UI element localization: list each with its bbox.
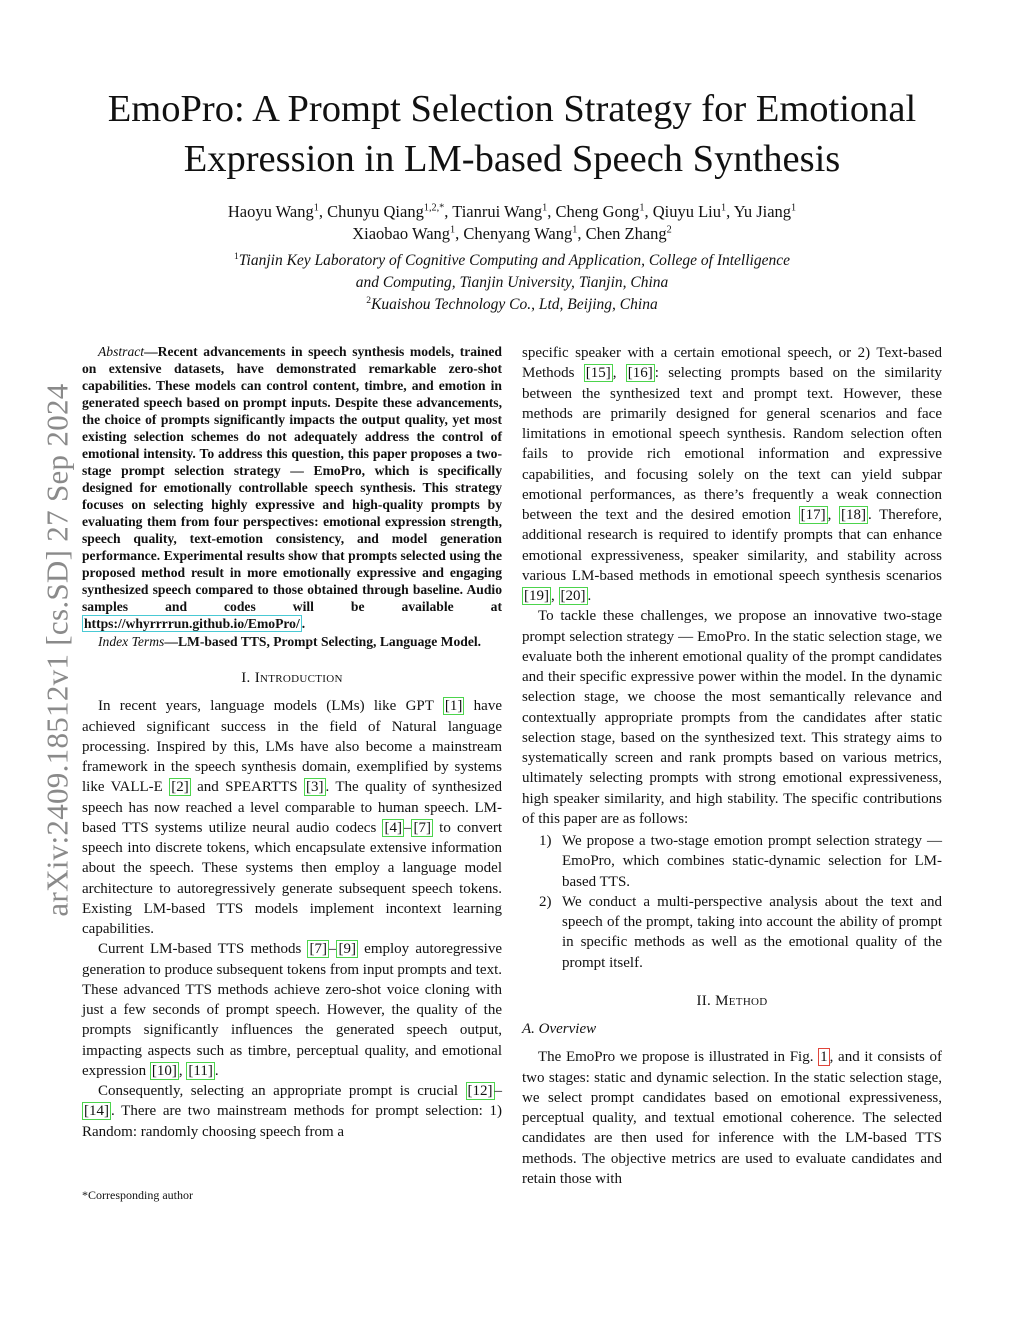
author-name: Yu Jiang	[733, 202, 792, 221]
citation-link[interactable]: [2]	[171, 779, 189, 796]
arxiv-stamp-text: arXiv:2409.18512v1 [cs.SD] 27 Sep 2024	[40, 383, 76, 917]
author-name: Chenyang Wang	[463, 224, 573, 243]
affiliation-1-line-1: $^1$Tianjin Key Laboratory of Cognitive Computing and Application, College of Intelligence	[233, 250, 790, 269]
citation-link[interactable]: [10]	[151, 1062, 177, 1079]
affiliation-2: $^2$Kuaishou Technology Co., Ltd, Beijing, China	[366, 294, 658, 313]
author-line-2: Xiaobao Wang$^1$, Chenyang Wang$^1$, Chen Zhang$^2$	[352, 224, 672, 243]
intro-paragraph-4: To tackle these challenges, we propose an innovative two-stage prompt selection strategy — EmoPro. In the static selection stage, we evaluate both the inherent emotional quality of the prompt candidates and their specific expressive power within the model. In the dynamic selection stage, we choose the most semantically relevance and contextually appropriate prompts from the candidates after static selection stage, based on the synthesized text. This strategy aims to systematically screen and rank prompts based on various metrics, ultimately selecting prompts with strong emotional expressiveness, high speaker similarity, and high stability. The specific contributions of this paper are as follows:	[522, 608, 942, 827]
author-name: Haoyu Wang	[227, 202, 314, 221]
citation-link[interactable]: [15]	[585, 365, 611, 382]
section-heading-method: II. Method	[696, 992, 768, 1009]
author-sup: 1	[572, 224, 578, 236]
intro-paragraph-1: In recent years, language models (LMs) like GPT [1] have achieved significant success in the field of Natural language processing. Inspired by this, LMs have also become a mainstream framework in the speech synthesis domain, exemplified by systems like VALL-E [2] and SPEARTTS [3] . The quality of synthesized speech has now reached a level comparable to human speech. LM-based TTS systems utilize neural audio codecs [4] – [7] to convert speech into discrete tokens, which encapsulate extensive information about the speech. These systems then employ a language model architecture to autoregressively generate subsequent speech tokens. Existing LM-based TTS models implement incontext learning capabilities.	[82, 698, 502, 937]
citation-link[interactable]: [3]	[306, 779, 324, 796]
abstract: Abstract—Recent advancements in speech synthesis models, trained on extensive datasets, have demonstrated remarkable zero-shot capabilities. These models can control content, timbre, and emotion in generated speech based on prompt inputs. Despite these advancements, the choice of prompts significantly impacts the output quality, yet most existing selection schemes do not adequately address the control of emotional intensity. To address this question, this paper proposes a two-stage prompt selection strategy — EmoPro, which is specifically designed for emotionally controllable speech synthesis. This strategy focuses on selecting highly expressive and high-quality prompts by evaluating them from four perspectives: emotional expression strength, speech quality, text-emotion consistency, and model generation performance. Experimental results show that prompts selected using the proposed method result in more emotionally expressive and engaging synthesized speech compared to those obtained through baseline. Audio samples and codes will be available at https://whyrrrrun.github.io/EmoPro/ .	[82, 344, 502, 631]
citation-link[interactable]: [7]	[309, 941, 327, 958]
arxiv-stamp	[36, 355, 80, 945]
affiliations	[100, 250, 924, 316]
author-name: Chen Zhang	[585, 224, 667, 243]
intro-paragraph-3: Consequently, selecting an appropriate prompt is crucial [12] –[14] . There are two mainstream methods for prompt selection: 1) Random: randomly choosing speech from a	[82, 1083, 502, 1140]
citation-link[interactable]: [11]	[188, 1062, 213, 1079]
author-name: Tianrui Wang	[452, 202, 543, 221]
figure-reference-link[interactable]: 1	[820, 1049, 828, 1066]
author-sup: 1	[542, 202, 548, 214]
author-list	[100, 201, 924, 245]
index-terms: Index Terms—LM-based TTS, Prompt Selecting, Language Model.	[98, 634, 482, 649]
author-sup: 2	[666, 224, 672, 236]
intro-paragraph-2: Current LM-based TTS methods [7] – [9] employ autoregressive generation to produce subsequent tokens from input prompts and text. These advanced TTS methods achieve zero-shot voice cloning with just a few seconds of prompt speech. However, the quality of the prompts significantly influences the generated speech output, impacting aspects such as timbre, perceptual quality, and emotional expression [10] , [11] .	[82, 941, 502, 1079]
author-sup: 1	[791, 202, 797, 214]
list-item: 2) We conduct a multi-perspective analysis about the text and speech of the prompt, taking into account the ability of prompt in specific methods as well as the emotional quality of the prompt itself.	[539, 893, 942, 971]
author-sup: 1	[639, 202, 645, 214]
author-name: Cheng Gong	[555, 202, 640, 221]
author-name: Chunyu Qiang	[327, 202, 424, 221]
citation-link[interactable]: [1]	[444, 698, 463, 715]
citation-link[interactable]: [18]	[841, 507, 867, 523]
author-sup: 1,2,*	[423, 202, 445, 214]
author-line-1: Haoyu Wang$^1$, Chunyu Qiang$^{1,2,*}$, Tianrui Wang$^1$, Cheng Gong$^1$, Qiuyu Liu$^1$, Yu Jiang$^1$	[227, 202, 797, 221]
subsection-heading-overview: A. Overview	[522, 1021, 597, 1037]
citation-link[interactable]: [17]	[800, 507, 826, 523]
citation-link[interactable]: [7]	[413, 819, 431, 836]
contribution-list	[522, 831, 942, 973]
citation-link[interactable]: [20]	[560, 588, 586, 604]
citation-link[interactable]: [16]	[627, 365, 653, 382]
index-terms-label: Index Terms	[98, 634, 165, 649]
author-sup: 1	[313, 202, 319, 214]
citation-link[interactable]: [19]	[524, 588, 549, 604]
affiliation-1-line-2: and Computing, Tianjin University, Tianjin, China	[355, 274, 669, 291]
intro-paragraph-3-cont: specific speaker with a certain emotional speech, or 2) Text-based Methods [15] , [16] : selecting prompts based on the similarity between the synthesized text and prompt text. However, these methods are primarily designed for general scenarios and face limitations in emotional speech synthesis. Random selection often fails to provide rich emotional information and expressive capabilities, and focusing solely on the text can yield subpar emotional performances, as there’s frequently a weak connection between the text and the desired emotion [17] , [18] . Therefore, additional research is required to identify prompts that can enhance emotional expressiveness, speaker similarity, and stability across various LM-based methods in emotional speech synthesis scenarios [19] , [20] .	[522, 345, 943, 604]
citation-link[interactable]: [9]	[338, 941, 356, 958]
left-column	[82, 343, 502, 1142]
section-heading-introduction: I. Introduction	[241, 670, 343, 686]
paper-title: EmoPro: A Prompt Selection Strategy for Emotional Expression in LM-based Speech Synthesis	[107, 88, 917, 180]
citation-link[interactable]: [4]	[384, 819, 402, 836]
abstract-label: Abstract	[98, 344, 145, 359]
overview-paragraph: The EmoPro we propose is illustrated in Fig. 1 , and it consists of two stages: static and dynamic selection. In the static selection stage, we select prompt candidates based on emotional expressiveness, perceptual quality, and textual emotional coherence. The selected candidates are then used for inference with the LM-based TTS methods. The objective metrics are used to evaluate candidates and retain those with	[522, 1049, 943, 1187]
author-sup: 1	[721, 202, 727, 214]
author-name: Qiuyu Liu	[652, 202, 721, 221]
author-sup: 1	[450, 224, 456, 236]
author-name: Xiaobao Wang	[352, 224, 451, 243]
right-column	[522, 343, 942, 1189]
footnote-corresponding-author: *Corresponding author	[82, 1188, 193, 1202]
citation-link[interactable]: [12]	[467, 1083, 493, 1099]
project-link[interactable]: https://whyrrrrun.github.io/EmoPro/	[84, 616, 300, 631]
citation-link[interactable]: [14]	[84, 1103, 109, 1120]
list-item: 1) We propose a two-stage emotion prompt selection strategy — EmoPro, which combines static-dynamic selection for LM-based TTS.	[539, 833, 942, 890]
